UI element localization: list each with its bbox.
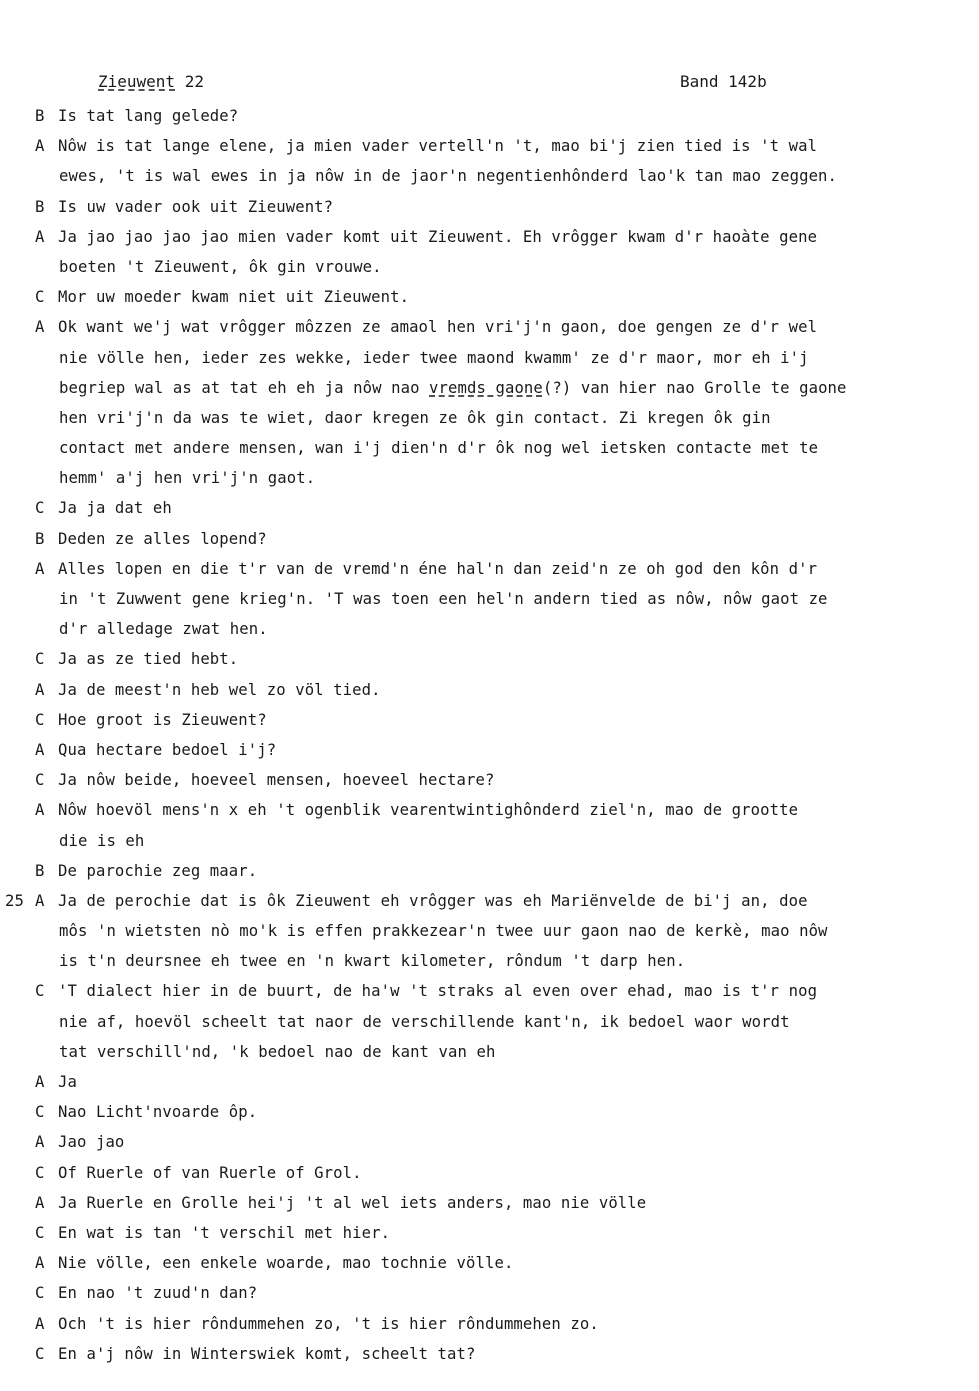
utterance-text: Ja Ruerle en Grolle hei'j 't al wel iets anders, mao nie völle — [58, 1193, 647, 1212]
speaker-label: C — [35, 710, 45, 729]
utterance-text: hen vri'j'n da was te wiet, daor kregen ze ôk gin contact. Zi kregen ôk gin — [59, 408, 771, 427]
transcript-line — [0, 1218, 979, 1248]
place-label — [98, 72, 204, 91]
utterance-text: Nôw hoevöl mens'n x eh 't ogenblik vearentwintighônderd ziel'n, mao de grootte — [58, 801, 799, 820]
speaker-label: A — [35, 680, 45, 699]
transcript-line — [0, 463, 979, 493]
speaker-label: B — [35, 197, 45, 216]
utterance-text: contact met andere mensen, wan i'j dien'n d'r ôk nog wel ietsken contacte met te — [59, 439, 819, 458]
utterance-text: Nie völle, een enkele woarde, mao tochnie völle. — [58, 1254, 514, 1273]
utterance-text: die is eh — [59, 831, 145, 850]
utterance-text: môs 'n wietsten nò mo'k is effen prakkezear'n twee uur gaon nao de kerkè, mao nôw — [59, 922, 828, 941]
transcript-line — [0, 1248, 979, 1278]
transcript-line — [0, 856, 979, 886]
speaker-label: A — [35, 227, 45, 246]
speaker-label: C — [35, 1284, 45, 1303]
utterance-text: in 't Zuwwent gene krieg'n. 'T was toen een hel'n andern tied as nôw, nôw gaot ze — [59, 590, 828, 608]
utterance-text: En wat is tan 't verschil met hier. — [58, 1223, 391, 1242]
transcript-line — [0, 192, 979, 222]
speaker-label: A — [35, 740, 45, 759]
utterance-text: boeten 't Zieuwent, ôk gin vrouwe. — [59, 257, 382, 276]
utterance-text: Hoe groot is Zieuwent? — [58, 710, 267, 729]
speaker-label: A — [35, 1254, 45, 1273]
utterance-text: Och 't is hier rôndummehen zo, 't is hier rôndummehen zo. — [58, 1314, 599, 1333]
transcript-line — [0, 976, 979, 1006]
transcript-line — [0, 252, 979, 282]
transcript-line — [0, 705, 979, 735]
utterance-text: nie völle hen, ieder zes wekke, ieder twee maond kwamm' ze d'r maor, mor eh i'j — [59, 348, 809, 367]
transcript-line — [0, 886, 979, 916]
utterance-text: De parochie zeg maar. — [58, 861, 258, 880]
utterance-text: Ja nôw beide, hoeveel mensen, hoeveel hectare? — [58, 771, 495, 790]
speaker-label: C — [35, 499, 45, 518]
speaker-label: C — [35, 982, 45, 1001]
transcript-line — [0, 161, 979, 191]
utterance-text: Qua hectare bedoel i'j? — [58, 740, 277, 759]
utterance-text: Nao Licht'nvoarde ôp. — [58, 1103, 258, 1122]
speaker-label: B — [35, 107, 45, 125]
transcript-line — [0, 373, 979, 403]
utterance-text: nie af, hoevöl scheelt tat naor de verschillende kant'n, ik bedoel waor wordt — [59, 1012, 790, 1031]
page-header — [0, 72, 979, 96]
speaker-label: A — [35, 891, 45, 910]
utterance-text: Of Ruerle of van Ruerle of Grol. — [58, 1163, 362, 1182]
speaker-label: C — [35, 650, 45, 669]
transcript-line — [0, 1278, 979, 1308]
transcript-line — [0, 1007, 979, 1037]
transcript-line — [0, 1097, 979, 1127]
transcript-line — [0, 312, 979, 342]
transcript-line — [0, 554, 979, 584]
speaker-label: C — [35, 1344, 45, 1363]
transcript-line — [0, 584, 979, 614]
transcript-line — [0, 1127, 979, 1157]
transcript-line — [0, 1067, 979, 1097]
utterance-text: ewes, 't is wal ewes in ja nôw in de jaor'n negentienhônderd lao'k tan mao zeggen. — [59, 167, 838, 186]
transcript-line — [0, 826, 979, 856]
line-number: 25 — [5, 891, 24, 910]
utterance-text: Ja jao jao jao jao mien vader komt uit Zieuwent. Eh vrôgger kwam d'r haoàte gene — [58, 227, 818, 246]
utterance-text: Ja ja dat eh — [58, 499, 172, 518]
speaker-label: C — [35, 288, 45, 307]
transcript-line — [0, 222, 979, 252]
speaker-label: A — [35, 1193, 45, 1212]
place-name: Zieuwent — [98, 72, 176, 91]
utterance-text: Jao jao — [58, 1133, 125, 1152]
transcript-line — [0, 1309, 979, 1339]
speaker-label: A — [35, 1073, 45, 1091]
transcript-line — [0, 1158, 979, 1188]
speaker-label: A — [35, 1133, 45, 1152]
speaker-label: B — [35, 529, 45, 548]
underlined-term: vremds gaone — [429, 378, 543, 397]
transcript-line — [0, 946, 979, 976]
speaker-label: A — [35, 1314, 45, 1333]
speaker-label: B — [35, 861, 45, 880]
speaker-label: A — [35, 559, 45, 578]
utterance-text: 'T dialect hier in de buurt, de ha'w 't straks al even over ehad, mao is t'r nog — [58, 982, 818, 1001]
utterance-text: Ok want we'j wat vrôgger môzzen ze amaol hen vri'j'n gaon, doe gengen ze d'r wel — [58, 318, 818, 337]
speaker-label: A — [35, 137, 45, 156]
utterance-text: tat verschill'nd, 'k bedoel nao de kant van eh — [59, 1042, 496, 1061]
speaker-label: A — [35, 801, 45, 820]
utterance-text: is t'n deursnee eh twee en 'n kwart kilometer, rôndum 't darp hen. — [59, 952, 686, 971]
utterance-text: Ja de perochie dat is ôk Zieuwent eh vrôgger was eh Mariënvelde de bi'j an, doe — [58, 891, 808, 910]
utterance-text: Is uw vader ook uit Zieuwent? — [58, 197, 334, 216]
utterance-text: Ja — [58, 1073, 77, 1091]
transcript-body — [0, 101, 979, 1369]
utterance-text: Ja as ze tied hebt. — [58, 650, 239, 669]
speaker-label: A — [35, 318, 45, 337]
utterance-text: begriep wal as at tat eh eh ja nôw nao vremds gaone(?) van hier nao Grolle te gaone — [59, 378, 847, 397]
utterance-text: hemm' a'j hen vri'j'n gaot. — [59, 469, 316, 488]
utterance-text: d'r alledage zwat hen. — [59, 620, 268, 639]
transcript-line — [0, 131, 979, 161]
transcript-line — [0, 1037, 979, 1067]
transcript-line — [0, 433, 979, 463]
speaker-label: C — [35, 1223, 45, 1242]
utterance-text: Ja de meest'n heb wel zo völ tied. — [58, 680, 381, 699]
transcript-line — [0, 916, 979, 946]
transcript-line — [0, 101, 979, 131]
transcript-line — [0, 403, 979, 433]
place-number: 22 — [184, 72, 204, 91]
speaker-label: C — [35, 1103, 45, 1122]
utterance-text: Is tat lang gelede? — [58, 107, 239, 125]
transcript-line — [0, 343, 979, 373]
utterance-text: En nao 't zuud'n dan? — [58, 1284, 258, 1303]
transcript-line — [0, 282, 979, 312]
transcript-line — [0, 795, 979, 825]
utterance-text: En a'j nôw in Winterswiek komt, scheelt tat? — [58, 1344, 476, 1363]
transcript-line — [0, 675, 979, 705]
transcript-line — [0, 765, 979, 795]
transcript-line — [0, 524, 979, 554]
utterance-text: Deden ze alles lopend? — [58, 529, 267, 548]
transcript-line — [0, 1339, 979, 1369]
utterance-text: Nôw is tat lange elene, ja mien vader vertell'n 't, mao bi'j zien tied is 't wal — [58, 137, 818, 156]
utterance-text: Mor uw moeder kwam niet uit Zieuwent. — [58, 288, 410, 307]
speaker-label: C — [35, 771, 45, 790]
band-label: Band 142b — [680, 72, 767, 91]
transcript-line — [0, 1188, 979, 1218]
transcript-line — [0, 493, 979, 523]
speaker-label: C — [35, 1163, 45, 1182]
transcript-line — [0, 735, 979, 765]
utterance-text: Alles lopen en die t'r van de vremd'n éne hal'n dan zeid'n ze oh god den kôn d'r — [58, 559, 818, 578]
transcript-line — [0, 644, 979, 674]
transcript-line — [0, 614, 979, 644]
